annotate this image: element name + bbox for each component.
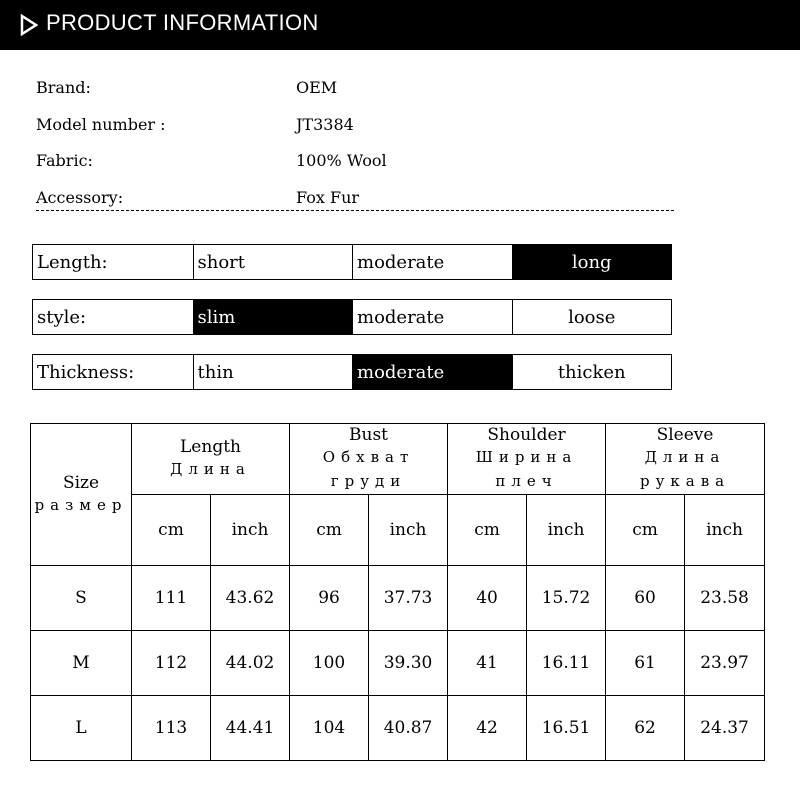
table-row — [31, 631, 765, 696]
group-header-en: Sleeve — [656, 425, 714, 445]
size-cell: M — [31, 631, 132, 696]
value-cell: 16.11 — [527, 631, 606, 696]
value-cell: 23.58 — [685, 566, 765, 631]
info-label: Brand: — [36, 78, 91, 97]
table-header-row — [31, 424, 765, 495]
attribute-label: Thickness: — [37, 361, 135, 383]
value-cell: 60 — [606, 566, 685, 631]
group-header-en: Length — [180, 437, 241, 457]
value-cell: 44.02 — [211, 631, 290, 696]
header-bar — [0, 0, 800, 50]
attribute-option: long — [512, 245, 671, 279]
attribute-option: slim — [193, 300, 353, 334]
attribute-row-length — [32, 244, 672, 280]
value-cell: 15.72 — [527, 566, 606, 631]
info-value: Fox Fur — [296, 187, 360, 207]
info-label: Fabric: — [36, 151, 93, 170]
group-header-ru: Длина — [170, 460, 251, 478]
unit-cell: inch — [211, 495, 290, 566]
size-cell: L — [31, 696, 132, 761]
group-header-en: Shoulder — [487, 425, 566, 445]
value-cell: 111 — [132, 566, 211, 631]
info-row-brand — [36, 78, 676, 115]
table-row — [31, 566, 765, 631]
attribute-option: thicken — [512, 355, 671, 389]
unit-cell: cm — [290, 495, 369, 566]
value-cell: 104 — [290, 696, 369, 761]
value-cell: 100 — [290, 631, 369, 696]
group-header-sleeve — [606, 424, 765, 495]
table-unit-row — [31, 495, 765, 566]
unit-cell: cm — [606, 495, 685, 566]
product-info-list — [36, 78, 676, 224]
attribute-option: moderate — [352, 245, 512, 279]
group-header-ru: Длина рукава — [639, 448, 731, 490]
value-cell: 40.87 — [369, 696, 448, 761]
value-cell: 61 — [606, 631, 685, 696]
value-cell: 37.73 — [369, 566, 448, 631]
attribute-option: thin — [193, 355, 353, 389]
unit-cell: inch — [685, 495, 765, 566]
group-header-ru: Ширина плеч — [475, 448, 578, 490]
dashed-divider — [36, 210, 674, 211]
info-label: Model number : — [36, 114, 166, 134]
page-title: PRODUCT INFORMATION — [46, 10, 319, 35]
size-header-ru: размер — [34, 495, 128, 514]
unit-cell: inch — [369, 495, 448, 566]
info-label: Accessory: — [36, 187, 124, 207]
attribute-option: short — [193, 245, 353, 279]
value-cell: 62 — [606, 696, 685, 761]
value-cell: 42 — [448, 696, 527, 761]
info-value: OEM — [296, 78, 338, 97]
attribute-option: moderate — [352, 355, 512, 389]
value-cell: 40 — [448, 566, 527, 631]
group-header-ru: Обхват груди — [322, 448, 415, 490]
size-header-en: Size — [62, 472, 100, 493]
value-cell: 41 — [448, 631, 527, 696]
attribute-option: moderate — [352, 300, 512, 334]
attribute-label: Length: — [37, 251, 108, 273]
info-row-fabric — [36, 151, 676, 188]
value-cell: 39.30 — [369, 631, 448, 696]
info-value: JT3384 — [296, 114, 354, 134]
unit-cell: inch — [527, 495, 606, 566]
unit-cell: cm — [132, 495, 211, 566]
attribute-row-thickness — [32, 354, 672, 390]
group-header-en: Bust — [349, 425, 389, 445]
info-value: 100% Wool — [296, 151, 387, 170]
group-header-length — [132, 424, 290, 495]
size-cell: S — [31, 566, 132, 631]
size-chart-table — [30, 423, 765, 761]
table-row — [31, 696, 765, 761]
attribute-label: style: — [37, 306, 87, 328]
value-cell: 43.62 — [211, 566, 290, 631]
group-header-shoulder — [448, 424, 606, 495]
value-cell: 96 — [290, 566, 369, 631]
value-cell: 16.51 — [527, 696, 606, 761]
size-header-cell — [31, 424, 132, 566]
value-cell: 113 — [132, 696, 211, 761]
value-cell: 23.97 — [685, 631, 765, 696]
info-row-model — [36, 115, 676, 152]
unit-cell: cm — [448, 495, 527, 566]
group-header-bust — [290, 424, 448, 495]
value-cell: 44.41 — [211, 696, 290, 761]
info-row-accessory — [36, 188, 676, 225]
attribute-row-style — [32, 299, 672, 335]
value-cell: 24.37 — [685, 696, 765, 761]
play-triangle-icon — [20, 14, 38, 36]
value-cell: 112 — [132, 631, 211, 696]
attribute-option: loose — [512, 300, 671, 334]
